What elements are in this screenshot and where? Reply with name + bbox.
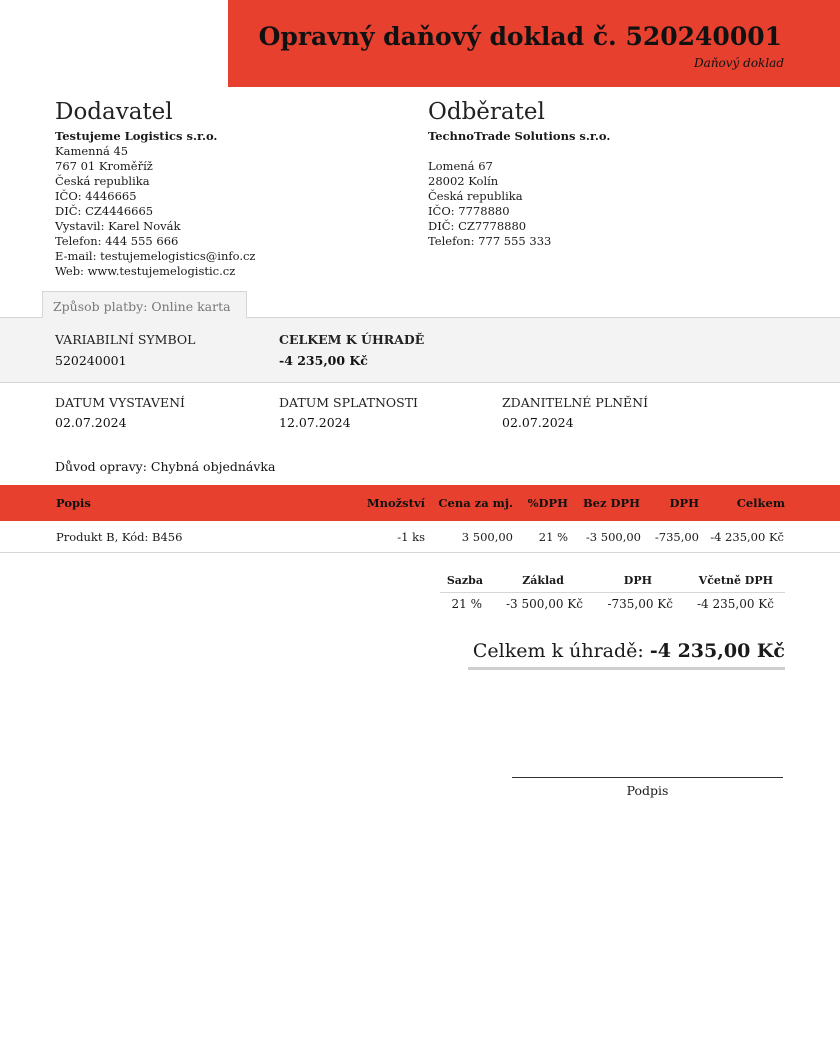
- item-description: Produkt B, Kód: B456: [56, 530, 183, 544]
- correction-reason: Důvod opravy: Chybná objednávka: [55, 459, 276, 474]
- supplier-heading: Dodavatel: [55, 99, 173, 125]
- customer-phone: Telefon: 777 555 333: [428, 234, 552, 248]
- item-without-vat: -3 500,00: [585, 530, 641, 544]
- supplier-street: Kamenná 45: [55, 144, 129, 158]
- supplier-dic: DIČ: CZ4446665: [55, 204, 154, 218]
- due-date-label: DATUM SPLATNOSTI: [279, 395, 418, 410]
- vat-col-rate: Sazba: [446, 574, 483, 587]
- vat-header-divider: [440, 592, 785, 593]
- customer-street: Lomená 67: [428, 159, 493, 173]
- grand-total-label: Celkem k úhradě:: [472, 640, 644, 662]
- col-total: Celkem: [736, 496, 785, 510]
- customer-ico: IČO: 7778880: [428, 204, 510, 218]
- item-vat-rate: 21 %: [538, 530, 568, 544]
- vat-col-vat: DPH: [623, 574, 652, 587]
- signature-line: [512, 777, 783, 778]
- supplier-web: Web: www.testujemelogistic.cz: [55, 264, 236, 278]
- item-quantity: -1 ks: [397, 530, 425, 544]
- vat-vat-value: -735,00 Kč: [607, 597, 673, 611]
- vat-incl-value: -4 235,00 Kč: [697, 597, 774, 611]
- col-description: Popis: [56, 496, 91, 510]
- col-vat: DPH: [669, 496, 699, 510]
- supplier-name: Testujeme Logistics s.r.o.: [55, 129, 218, 143]
- supplier-email: E-mail: testujemelogistics@info.cz: [55, 249, 256, 263]
- issue-date-label: DATUM VYSTAVENÍ: [55, 395, 185, 410]
- vat-col-incl: Včetně DPH: [698, 574, 773, 587]
- vat-col-base: Základ: [522, 574, 564, 587]
- payment-method-tab: Způsob platby: Online karta: [42, 291, 247, 318]
- vat-base-value: -3 500,00 Kč: [506, 597, 583, 611]
- item-total: -4 235,00 Kč: [710, 530, 784, 544]
- supplier-issued-by: Vystavil: Karel Novák: [55, 219, 181, 233]
- signature-label: Podpis: [626, 783, 669, 798]
- grand-total: [473, 640, 785, 662]
- col-unit-price: Cena za mj.: [438, 496, 513, 510]
- supplier-details: [55, 144, 255, 279]
- vat-rate-value: 21 %: [451, 597, 482, 611]
- customer-heading: Odběratel: [428, 99, 545, 125]
- customer-city: 28002 Kolín: [428, 174, 499, 188]
- supplier-ico: IČO: 4446665: [55, 189, 137, 203]
- supplier-country: Česká republika: [55, 174, 150, 188]
- document-subtitle: Daňový doklad: [694, 56, 784, 70]
- customer-details: [428, 159, 610, 249]
- customer-block: [428, 99, 610, 249]
- supplier-city: 767 01 Kroměříž: [55, 159, 153, 173]
- grand-total-value: -4 235,00 Kč: [649, 640, 785, 662]
- customer-name: TechnoTrade Solutions s.r.o.: [428, 129, 611, 143]
- variable-symbol-value: 520240001: [55, 353, 127, 368]
- supplier-phone: Telefon: 444 555 666: [55, 234, 179, 248]
- item-unit-price: 3 500,00: [461, 530, 513, 544]
- customer-country: Česká republika: [428, 189, 523, 203]
- variable-symbol-label: VARIABILNÍ SYMBOL: [55, 332, 196, 347]
- document-title: Opravný daňový doklad č. 520240001: [258, 22, 782, 51]
- col-without-vat: Bez DPH: [582, 496, 640, 510]
- col-vat-rate: %DPH: [527, 496, 568, 510]
- grand-total-underline: [468, 667, 785, 670]
- items-row-divider: [0, 552, 840, 553]
- taxable-date-label: ZDANITELNÉ PLNĚNÍ: [502, 395, 649, 410]
- col-quantity: Množství: [366, 496, 425, 510]
- payment-band: [0, 317, 840, 383]
- due-date-value: 12.07.2024: [279, 415, 351, 430]
- customer-dic: DIČ: CZ7778880: [428, 219, 527, 233]
- total-due-value: -4 235,00 Kč: [279, 353, 368, 368]
- item-vat: -735,00: [654, 530, 699, 544]
- issue-date-value: 02.07.2024: [55, 415, 127, 430]
- total-due-label: CELKEM K ÚHRADĚ: [279, 332, 425, 347]
- supplier-block: [55, 99, 255, 279]
- taxable-date-value: 02.07.2024: [502, 415, 574, 430]
